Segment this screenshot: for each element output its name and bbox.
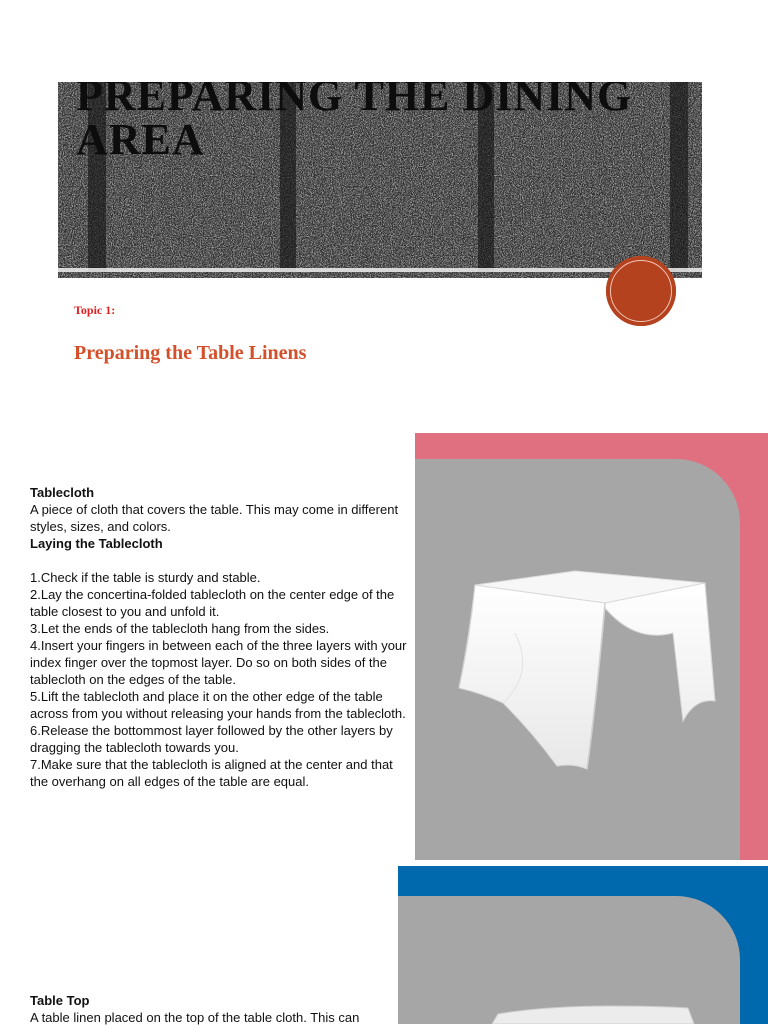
step-item: 5.Lift the tablecloth and place it on the other edge of the table across from you without releasing your hands from the tablecloth. bbox=[30, 689, 406, 721]
decorative-circle-badge bbox=[606, 256, 676, 326]
tablecloth-photo-panel bbox=[415, 433, 768, 860]
page-title: PREPARING THE DINING AREA bbox=[76, 82, 633, 164]
step-item: 4.Insert your fingers in between each of the three layers with your index finger over the topmost layer. Do so on both sides of the tablecloth on the edges of the table. bbox=[30, 638, 407, 687]
table-top-photo-panel bbox=[398, 866, 768, 1024]
spacer bbox=[30, 552, 414, 569]
step-item: 6.Release the bottommost layer followed by the other layers by dragging the tablecloth towards you. bbox=[30, 723, 393, 755]
step-item: 2.Lay the concertina-folded tablecloth on the center edge of the table closest to you and unfold it. bbox=[30, 587, 395, 619]
topic-label: Topic 1: bbox=[74, 303, 116, 317]
tablecloth-section bbox=[30, 484, 414, 790]
table-top-section bbox=[30, 992, 396, 1026]
tablecloth-heading: Tablecloth bbox=[30, 485, 95, 500]
step-item: 7.Make sure that the tablecloth is aligned at the center and that the overhang on all edges of the table are equal. bbox=[30, 757, 393, 789]
tablecloth-description: A piece of cloth that covers the table. This may come in different styles, sizes, and colors. bbox=[30, 502, 399, 534]
table-top-description: A table linen placed on the top of the table cloth. This can bbox=[30, 1010, 360, 1025]
step-item: 1.Check if the table is sturdy and stable. bbox=[30, 570, 261, 585]
title-banner bbox=[58, 82, 702, 278]
table-top-linen-photo bbox=[398, 866, 768, 1024]
section-subtitle: Preparing the Table Linens bbox=[74, 342, 307, 364]
step-item: 3.Let the ends of the tablecloth hang from the sides. bbox=[30, 621, 330, 636]
table-top-heading: Table Top bbox=[30, 993, 90, 1008]
laying-tablecloth-heading: Laying the Tablecloth bbox=[30, 536, 163, 551]
white-tablecloth-photo bbox=[415, 433, 768, 860]
